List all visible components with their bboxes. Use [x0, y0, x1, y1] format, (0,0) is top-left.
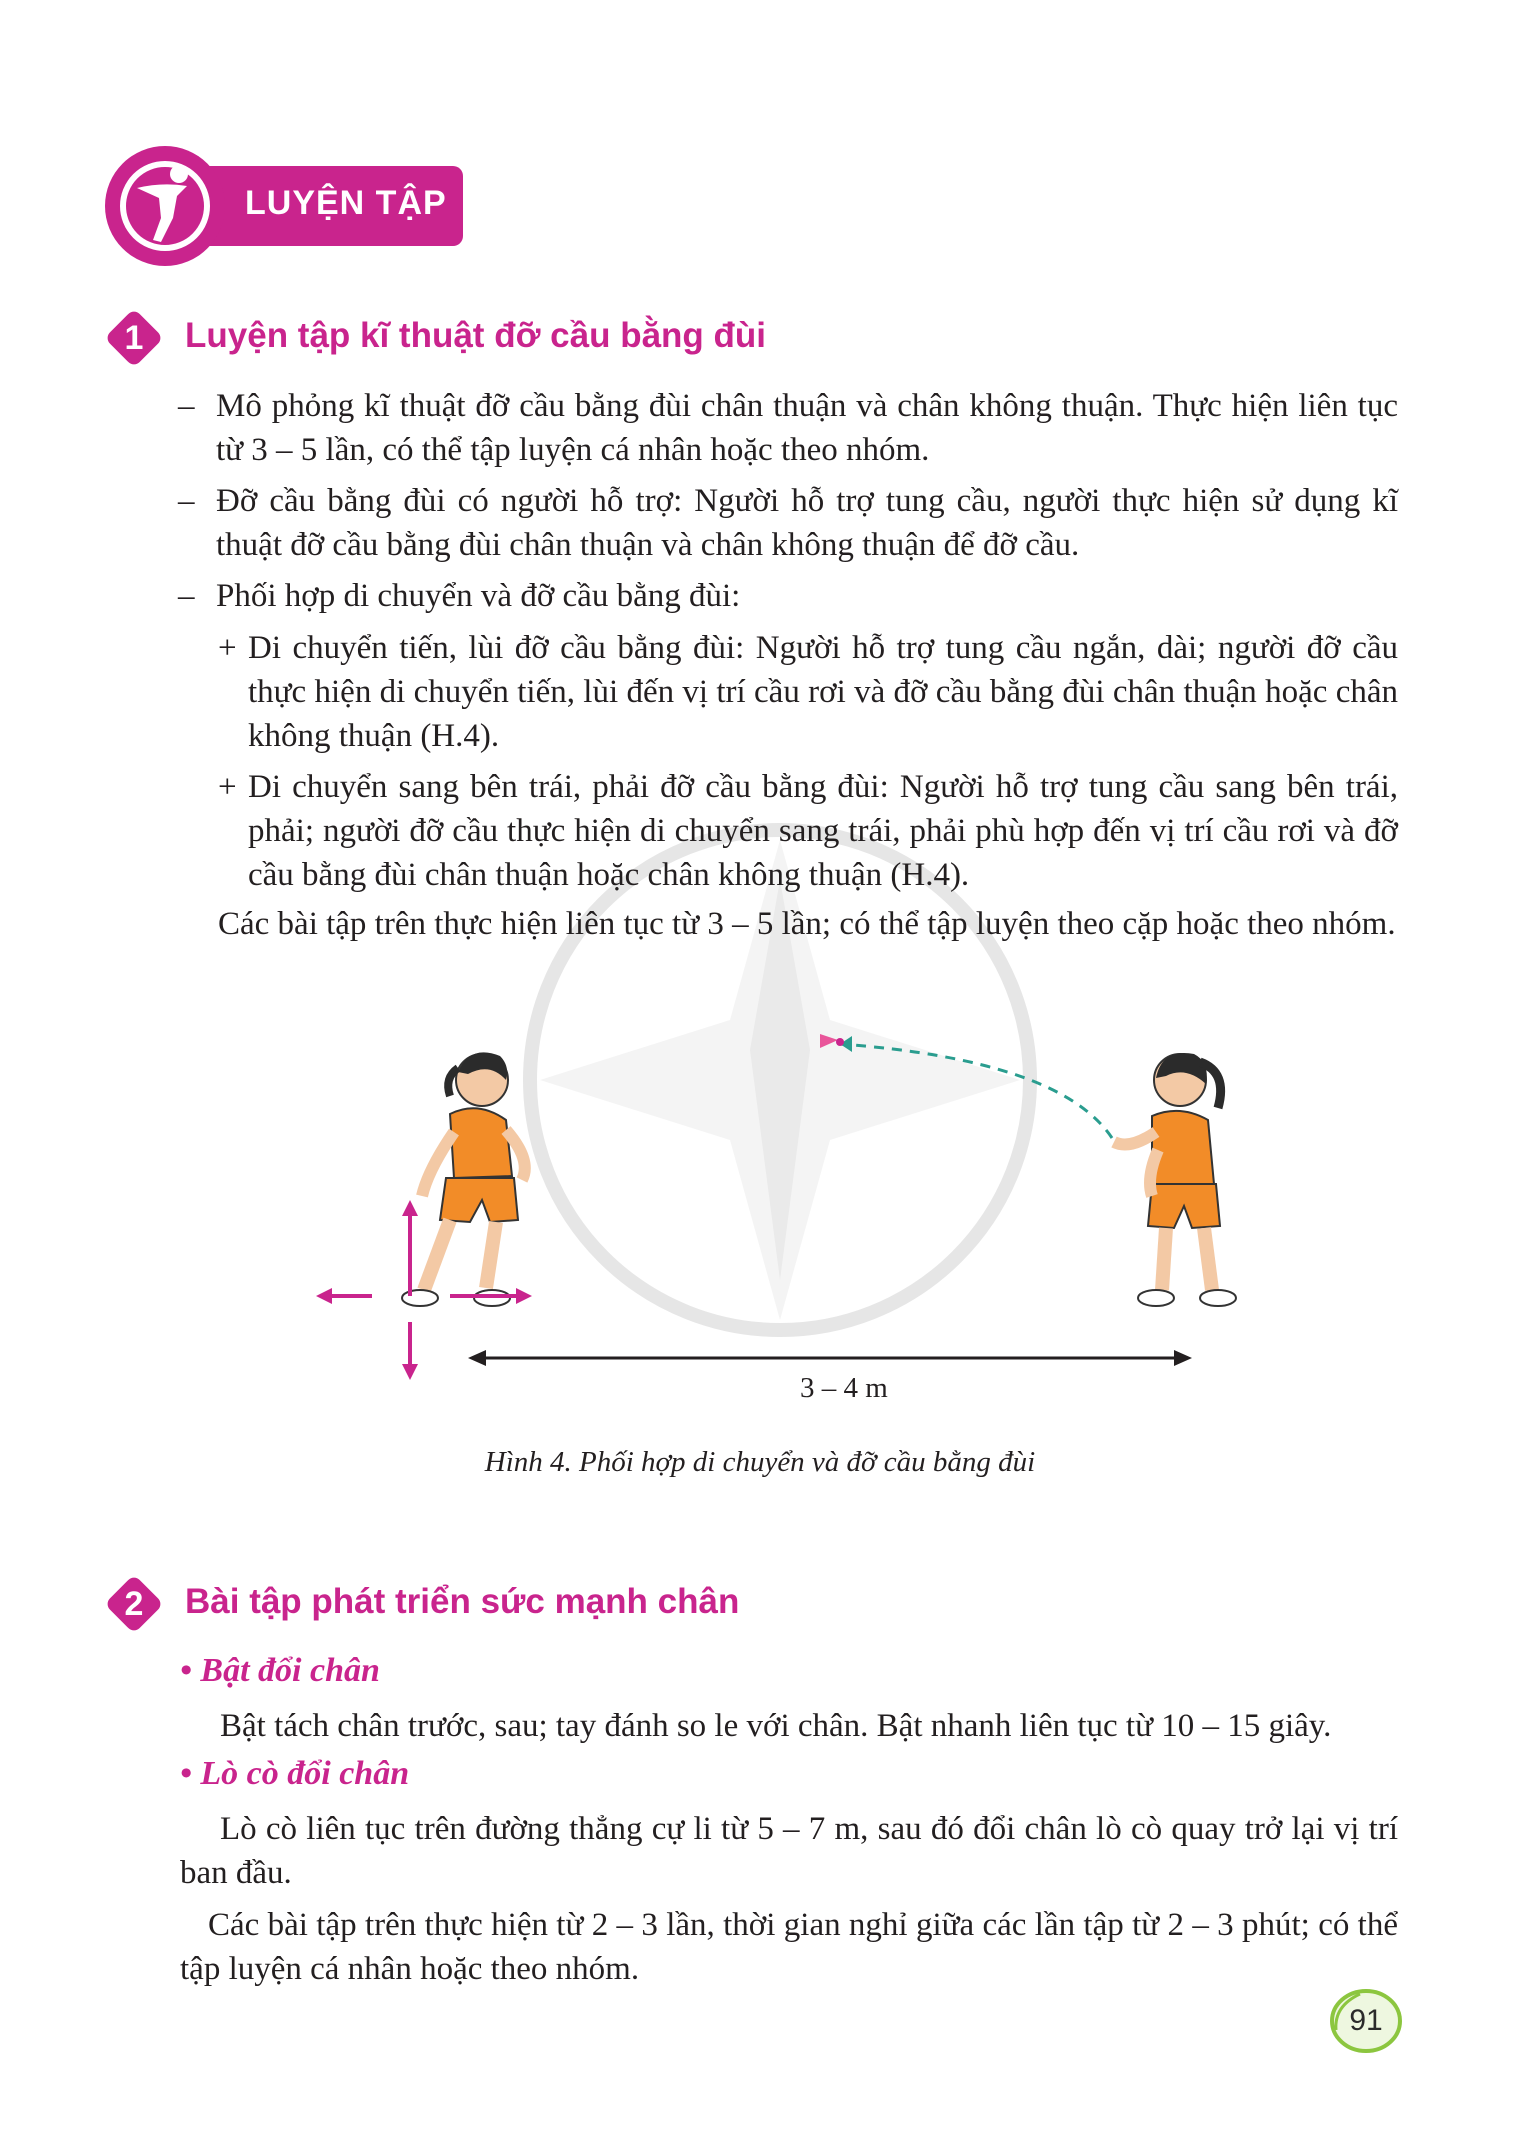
list-item-text: Đỡ cầu bằng đùi có người hỗ trợ: Người hỗ trợ tung cầu, người thực hiện sử dụng kĩ thuật đỡ cầu bằng đùi chân thuận và chân không thuận để đỡ cầu.: [216, 483, 1398, 563]
list-marker: –: [178, 388, 195, 424]
section-number: 2: [124, 1585, 144, 1623]
sub-list-item: [218, 765, 1398, 897]
list-marker: +: [218, 630, 237, 666]
paragraph: Bật tách chân trước, sau; tay đánh so le với chân. Bật nhanh liên tục từ 10 – 15 giây.: [220, 1708, 1332, 1744]
bullet-icon: •: [180, 1755, 192, 1792]
exercise-title: [180, 1755, 409, 1793]
section-number-badge: [105, 309, 163, 367]
bullet-icon: •: [180, 1652, 192, 1689]
list-marker: +: [218, 769, 237, 805]
list-item: [178, 384, 1398, 472]
girl-receiver-illustration: [402, 1052, 525, 1306]
paragraph: Các bài tập trên thực hiện từ 2 – 3 lần, thời gian nghỉ giữa các lần tập từ 2 – 3 phút; có thể tập luyện cá nhân hoặc theo nhóm.: [180, 1907, 1398, 1987]
list-marker: –: [178, 578, 195, 614]
exercise-name: Bật đổi chân: [200, 1652, 380, 1689]
figure-caption: Hình 4. Phối hợp di chuyển và đỡ cầu bằng đùi: [484, 1446, 1036, 1478]
section-title: Luyện tập kĩ thuật đỡ cầu bằng đùi: [185, 316, 767, 355]
list-item-text: Di chuyển sang bên trái, phải đỡ cầu bằng đùi: Người hỗ trợ tung cầu sang bên trái, phải; người đỡ cầu thực hiện di chuyển sang trái, phải phù hợp đến vị trí cầu rơi và đỡ cầu bằng đùi chân thuận hoặc chân không thuận (H.4).: [248, 769, 1398, 893]
paragraph: Các bài tập trên thực hiện liên tục từ 3 – 5 lần; có thể tập luyện theo cặp hoặc theo nhóm.: [218, 906, 1396, 942]
trajectory-arrow: [840, 1044, 1112, 1138]
section-badge: [105, 146, 465, 266]
page-number: 91: [1349, 2004, 1383, 2037]
figure-illustration: [300, 1000, 1260, 1400]
shuttlecock-icon: [820, 1034, 844, 1048]
page-number-badge: [1326, 1986, 1406, 2056]
paragraph: Lò cò liên tục trên đường thẳng cự li từ 5 – 7 m, sau đó đổi chân lò cò quay trở lại vị trí ban đầu.: [180, 1811, 1398, 1891]
list-item-text: Di chuyển tiến, lùi đỡ cầu bằng đùi: Người hỗ trợ tung cầu ngắn, dài; người đỡ cầu thực hiện di chuyển tiến, lùi đến vị trí cầu rơi và đỡ cầu bằng đùi chân thuận hoặc chân không thuận (H.4).: [248, 630, 1398, 754]
exercise-name: Lò cò đổi chân: [200, 1755, 410, 1792]
list-item-text: Phối hợp di chuyển và đỡ cầu bằng đùi:: [216, 578, 741, 614]
distance-label: 3 – 4 m: [800, 1372, 888, 1404]
list-item: [178, 479, 1398, 567]
athlete-icon: [117, 156, 213, 256]
list-marker: –: [178, 483, 195, 519]
girl-thrower-illustration: [1114, 1053, 1236, 1306]
section-title: Bài tập phát triển sức mạnh chân: [185, 1582, 740, 1621]
list-item: [178, 574, 1398, 618]
badge-label: LUYỆN TẬP: [245, 184, 447, 222]
section-number: 1: [124, 319, 144, 357]
distance-line: [468, 1350, 1192, 1366]
section-number-badge: [105, 1575, 163, 1633]
exercise-title: [180, 1652, 380, 1690]
sub-list-item: [218, 626, 1398, 758]
list-item-text: Mô phỏng kĩ thuật đỡ cầu bằng đùi chân thuận và chân không thuận. Thực hiện liên tục từ 3 – 5 lần, có thể tập luyện cá nhân hoặc theo nhóm.: [216, 388, 1398, 468]
